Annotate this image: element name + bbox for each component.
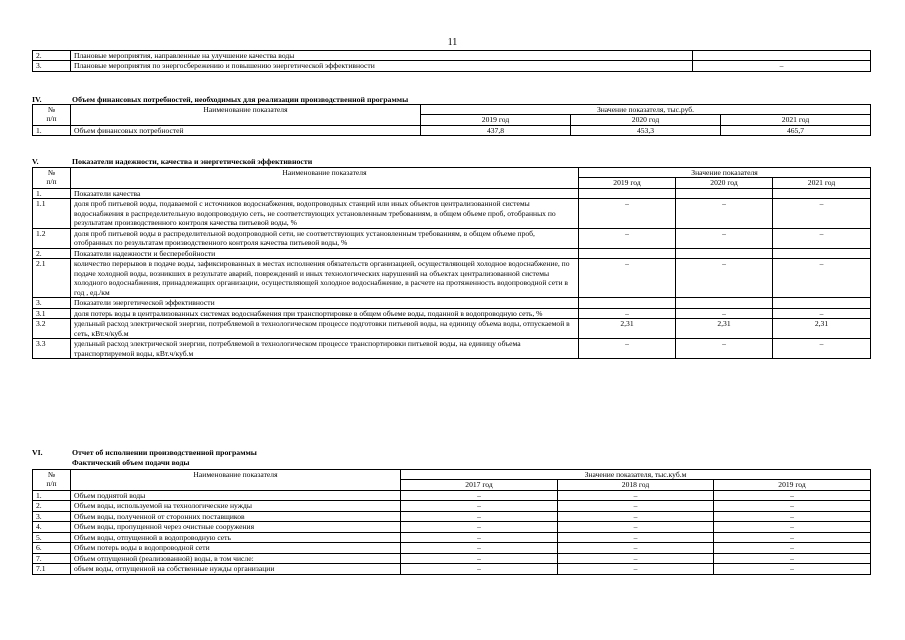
row-number: 7. bbox=[33, 553, 71, 563]
row-value: – bbox=[773, 339, 871, 359]
row-value: 465,7 bbox=[721, 125, 871, 135]
header-number: № п/п bbox=[33, 168, 71, 189]
row-value: 2,31 bbox=[773, 319, 871, 339]
table-row bbox=[33, 532, 871, 542]
continuation-table bbox=[32, 50, 871, 72]
row-value: – bbox=[579, 259, 676, 298]
row-name: Плановые мероприятия по энергосбережению и повышению энергетической эффективности bbox=[71, 61, 693, 71]
table-row bbox=[33, 543, 871, 553]
water-supply-table bbox=[32, 469, 871, 575]
header-year: 2020 год bbox=[676, 178, 773, 188]
row-number: 4. bbox=[33, 522, 71, 532]
row-value: – bbox=[401, 522, 558, 532]
row-value: – bbox=[401, 490, 558, 500]
row-value: 453,3 bbox=[571, 125, 721, 135]
header-year: 2017 год bbox=[401, 480, 558, 490]
row-value: – bbox=[401, 532, 558, 542]
header-year: 2021 год bbox=[773, 178, 871, 188]
table-row bbox=[33, 228, 871, 248]
row-value: – bbox=[401, 501, 558, 511]
header-value: Значение показателя, тыс.куб.м bbox=[401, 470, 871, 480]
row-name: доля потерь воды в централизованных системах водоснабжения при транспортировке в общем объеме воды, поданной в водопроводную сеть, % bbox=[71, 308, 579, 318]
group-row bbox=[33, 298, 871, 308]
row-value: – bbox=[579, 228, 676, 248]
header-year: 2019 год bbox=[579, 178, 676, 188]
row-value: – bbox=[558, 511, 714, 521]
row-value: – bbox=[714, 532, 871, 542]
row-name: Объем отпущенной (реализованной) воды, в том числе: bbox=[71, 553, 401, 563]
row-value: – bbox=[714, 511, 871, 521]
table-row bbox=[33, 490, 871, 500]
row-number: 7.1 bbox=[33, 564, 71, 574]
table-row bbox=[33, 125, 871, 135]
table-row bbox=[33, 501, 871, 511]
row-name: Показатели надежности и бесперебойности bbox=[71, 248, 579, 258]
row-value: – bbox=[579, 339, 676, 359]
row-value: – bbox=[401, 511, 558, 521]
table-row bbox=[33, 564, 871, 574]
row-name: количество перерывов в подаче воды, зафиксированных в местах исполнения обязательств организацией, осуществляющей холодное водоснабжение, по подаче холодной воды, возникших в результате аварий, повреждений и иных технологических нарушений на объектах централизованной системы холодного водоснабжения, принадлежащих организации, осуществляющей холодное водоснабжение, в расчете на протяженность водопроводной сети в год , ед./км bbox=[71, 259, 579, 298]
row-number: 3. bbox=[33, 511, 71, 521]
row-value: – bbox=[676, 259, 773, 298]
row-value: 2,31 bbox=[676, 319, 773, 339]
section-title: Объем финансовых потребностей, необходимых для реализации производственной программы bbox=[72, 95, 409, 104]
row-value: – bbox=[579, 308, 676, 318]
row-name: доля проб питьевой воды в распределительной водопроводной сети, не соответствующих установленным требованиям, в общем объеме проб, отобранных по результатам производственного контроля качества питьевой воды, % bbox=[71, 228, 579, 248]
table-row bbox=[33, 319, 871, 339]
header-year: 2019 год bbox=[421, 115, 571, 125]
section-number: VI. bbox=[32, 448, 43, 457]
row-value: – bbox=[773, 228, 871, 248]
row-number: 1.2 bbox=[33, 228, 71, 248]
row-value: – bbox=[558, 543, 714, 553]
header-year: 2019 год bbox=[714, 480, 871, 490]
header-year: 2021 год bbox=[721, 115, 871, 125]
row-value: – bbox=[676, 308, 773, 318]
header-name: Наименование показателя bbox=[71, 105, 421, 126]
row-value: – bbox=[558, 532, 714, 542]
row-number: 3.3 bbox=[33, 339, 71, 359]
row-value: – bbox=[693, 61, 871, 71]
row-name: Объем финансовых потребностей bbox=[71, 125, 421, 135]
row-value: – bbox=[714, 522, 871, 532]
row-number: 3. bbox=[33, 61, 71, 71]
row-number: 1. bbox=[33, 490, 71, 500]
table-header-row bbox=[33, 168, 871, 178]
row-name: объем воды, отпущенной на собственные нужды организации bbox=[71, 564, 401, 574]
row-name: удельный расход электрической энергии, потребляемой в технологическом процессе подготовки питьевой воды, на единицу объема воды, отпускаемой в сеть, кВт.ч/куб.м bbox=[71, 319, 579, 339]
row-value: – bbox=[579, 199, 676, 228]
row-value: – bbox=[558, 553, 714, 563]
row-value: – bbox=[773, 199, 871, 228]
row-value: – bbox=[558, 490, 714, 500]
row-value: – bbox=[401, 553, 558, 563]
table-header-row bbox=[33, 105, 871, 115]
row-value: – bbox=[558, 522, 714, 532]
reliability-table bbox=[32, 167, 871, 359]
section-4-heading bbox=[32, 95, 408, 104]
section-title: Показатели надежности, качества и энергетической эффективности bbox=[72, 157, 313, 166]
financial-needs-table bbox=[32, 104, 871, 136]
table-row bbox=[33, 51, 871, 61]
header-year: 2018 год bbox=[558, 480, 714, 490]
row-number: 1.1 bbox=[33, 199, 71, 228]
header-year: 2020 год bbox=[571, 115, 721, 125]
row-value: – bbox=[714, 501, 871, 511]
row-value: – bbox=[558, 564, 714, 574]
section-number: V. bbox=[32, 157, 39, 166]
section-number: IV. bbox=[32, 95, 42, 104]
header-number: № п/п bbox=[33, 105, 71, 126]
row-value: – bbox=[773, 259, 871, 298]
page-number: 11 bbox=[447, 37, 458, 48]
group-row bbox=[33, 188, 871, 198]
row-number: 3. bbox=[33, 298, 71, 308]
table-row bbox=[33, 308, 871, 318]
row-name: Показатели качества bbox=[71, 188, 579, 198]
header-name: Наименование показателя bbox=[71, 470, 401, 491]
header-value: Значение показателя bbox=[579, 168, 871, 178]
group-row bbox=[33, 248, 871, 258]
row-name: доля проб питьевой воды, подаваемой с источников водоснабжения, водопроводных станций или иных объектов централизованной системы водоснабжения в распределительную водопроводную сеть, не соответствующих установленным требованиям, в общем объеме проб, отобранных по результатам производственного контроля качества питьевой воды, % bbox=[71, 199, 579, 228]
row-value: – bbox=[676, 339, 773, 359]
row-name: Объем поднятой воды bbox=[71, 490, 401, 500]
row-value: – bbox=[401, 543, 558, 553]
row-number: 2. bbox=[33, 501, 71, 511]
header-name: Наименование показателя bbox=[71, 168, 579, 189]
row-number: 3.2 bbox=[33, 319, 71, 339]
table-row bbox=[33, 61, 871, 71]
row-number: 1. bbox=[33, 125, 71, 135]
row-number: 2. bbox=[33, 248, 71, 258]
table-row bbox=[33, 259, 871, 298]
header-value: Значение показателя, тыс.руб. bbox=[421, 105, 871, 115]
section-5-heading bbox=[32, 157, 312, 166]
row-value: – bbox=[714, 553, 871, 563]
section-6-subtitle: Фактический объем подачи воды bbox=[72, 458, 190, 467]
row-value: – bbox=[773, 308, 871, 318]
table-row bbox=[33, 339, 871, 359]
row-name: Объем воды, пропущенной через очистные сооружения bbox=[71, 522, 401, 532]
row-name: удельный расход электрической энергии, потребляемой в технологическом процессе транспортировки питьевой воды, на единицу объема транспортируемой воды, кВт.ч/куб.м bbox=[71, 339, 579, 359]
row-value: 2,31 bbox=[579, 319, 676, 339]
row-name: Объем воды, используемой на технологические нужды bbox=[71, 501, 401, 511]
row-name: Объем воды, отпущенной в водопроводную сеть bbox=[71, 532, 401, 542]
row-number: 6. bbox=[33, 543, 71, 553]
row-name: Показатели энергетической эффективности bbox=[71, 298, 579, 308]
section-title: Отчет об исполнении производственной программы bbox=[72, 448, 257, 457]
section-6-heading bbox=[32, 448, 257, 457]
row-value: 437,8 bbox=[421, 125, 571, 135]
table-header-row bbox=[33, 470, 871, 480]
row-value: – bbox=[676, 228, 773, 248]
row-number: 3.1 bbox=[33, 308, 71, 318]
row-value: – bbox=[714, 543, 871, 553]
row-value: – bbox=[714, 490, 871, 500]
row-value: – bbox=[714, 564, 871, 574]
table-row bbox=[33, 199, 871, 228]
row-value: – bbox=[401, 564, 558, 574]
row-name: Плановые мероприятия, направленные на улучшение качества воды bbox=[71, 51, 693, 61]
row-number: 2. bbox=[33, 51, 71, 61]
header-number: № п/п bbox=[33, 470, 71, 491]
row-name: Объем воды, полученной от сторонних поставщиков bbox=[71, 511, 401, 521]
row-number: 2.1 bbox=[33, 259, 71, 298]
table-row bbox=[33, 553, 871, 563]
row-name: Объем потерь воды в водопроводной сети bbox=[71, 543, 401, 553]
row-number: 5. bbox=[33, 532, 71, 542]
row-value: – bbox=[676, 199, 773, 228]
row-value bbox=[693, 51, 871, 61]
table-row bbox=[33, 522, 871, 532]
row-number: 1. bbox=[33, 188, 71, 198]
row-value: – bbox=[558, 501, 714, 511]
table-row bbox=[33, 511, 871, 521]
